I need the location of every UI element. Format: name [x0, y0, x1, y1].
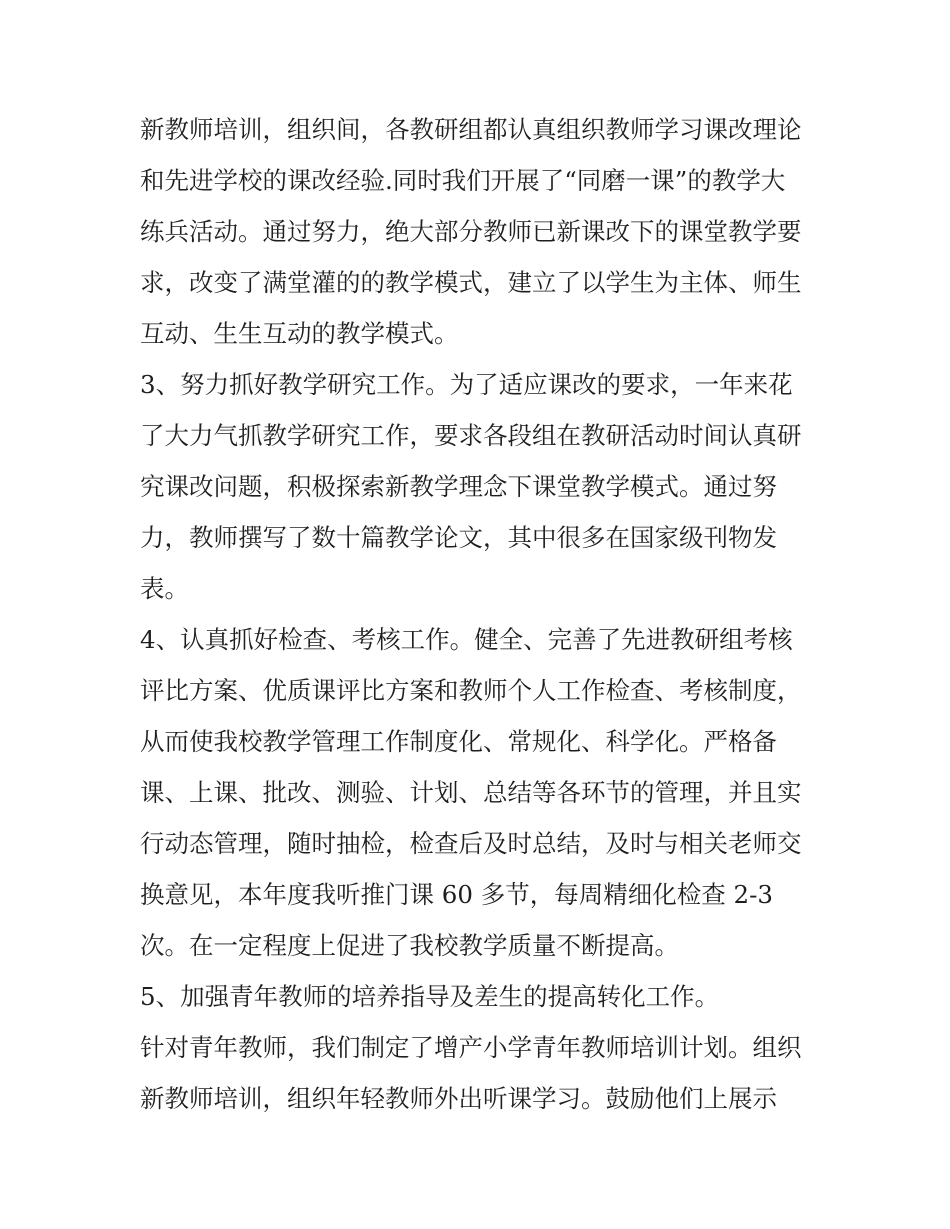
text-line: 针对青年教师，我们制定了增产小学青年教师培训计划。组织: [140, 1033, 802, 1062]
text-line: 次。在一定程度上促进了我校教学质量不断提高。: [140, 931, 679, 960]
section-4-heading-line: 4、认真抓好检查、考核工作。健全、完善了先进教研组考核: [140, 625, 793, 654]
text-line: 行动态管理，随时抽检，检查后及时总结，及时与相关老师交: [140, 829, 802, 858]
text-line: 究课改问题，积极探索新教学理念下课堂教学模式。通过努: [140, 472, 777, 501]
text-line: 表。: [140, 574, 189, 603]
text-line: 新教师培训，组织间，各教研组都认真组织教师学习课改理论: [140, 115, 802, 144]
text-line: 互动、生生互动的教学模式。: [140, 319, 459, 348]
text-line: 评比方案、优质课评比方案和教师个人工作检查、考核制度，: [140, 676, 802, 705]
text-line: 课、上课、批改、测验、计划、总结等各环节的管理，并且实: [140, 778, 802, 807]
text-line: 练兵活动。通过努力，绝大部分教师已新课改下的课堂教学要: [140, 217, 802, 246]
text-line: 从而使我校教学管理工作制度化、常规化、科学化。严格备: [140, 727, 777, 756]
text-line: 换意见，本年度我听推门课 60 多节，每周精细化检查 2-3: [140, 880, 773, 909]
document-body: [140, 104, 830, 1124]
text-line: 力，教师撰写了数十篇教学论文，其中很多在国家级刊物发: [140, 523, 777, 552]
text-line: 和先进学校的课改经验.同时我们开展了“同磨一课”的教学大: [140, 166, 786, 195]
text-line: 了大力气抓教学研究工作，要求各段组在教研活动时间认真研: [140, 421, 802, 450]
text-line: 新教师培训，组织年轻教师外出听课学习。鼓励他们上展示: [140, 1084, 777, 1113]
section-5-heading-line: 5、加强青年教师的培养指导及差生的提高转化工作。: [140, 982, 720, 1011]
text-line: 求，改变了满堂灌的的教学模式，建立了以学生为主体、师生: [140, 268, 802, 297]
section-3-heading-line: 3、努力抓好教学研究工作。为了适应课改的要求，一年来花: [140, 370, 793, 399]
